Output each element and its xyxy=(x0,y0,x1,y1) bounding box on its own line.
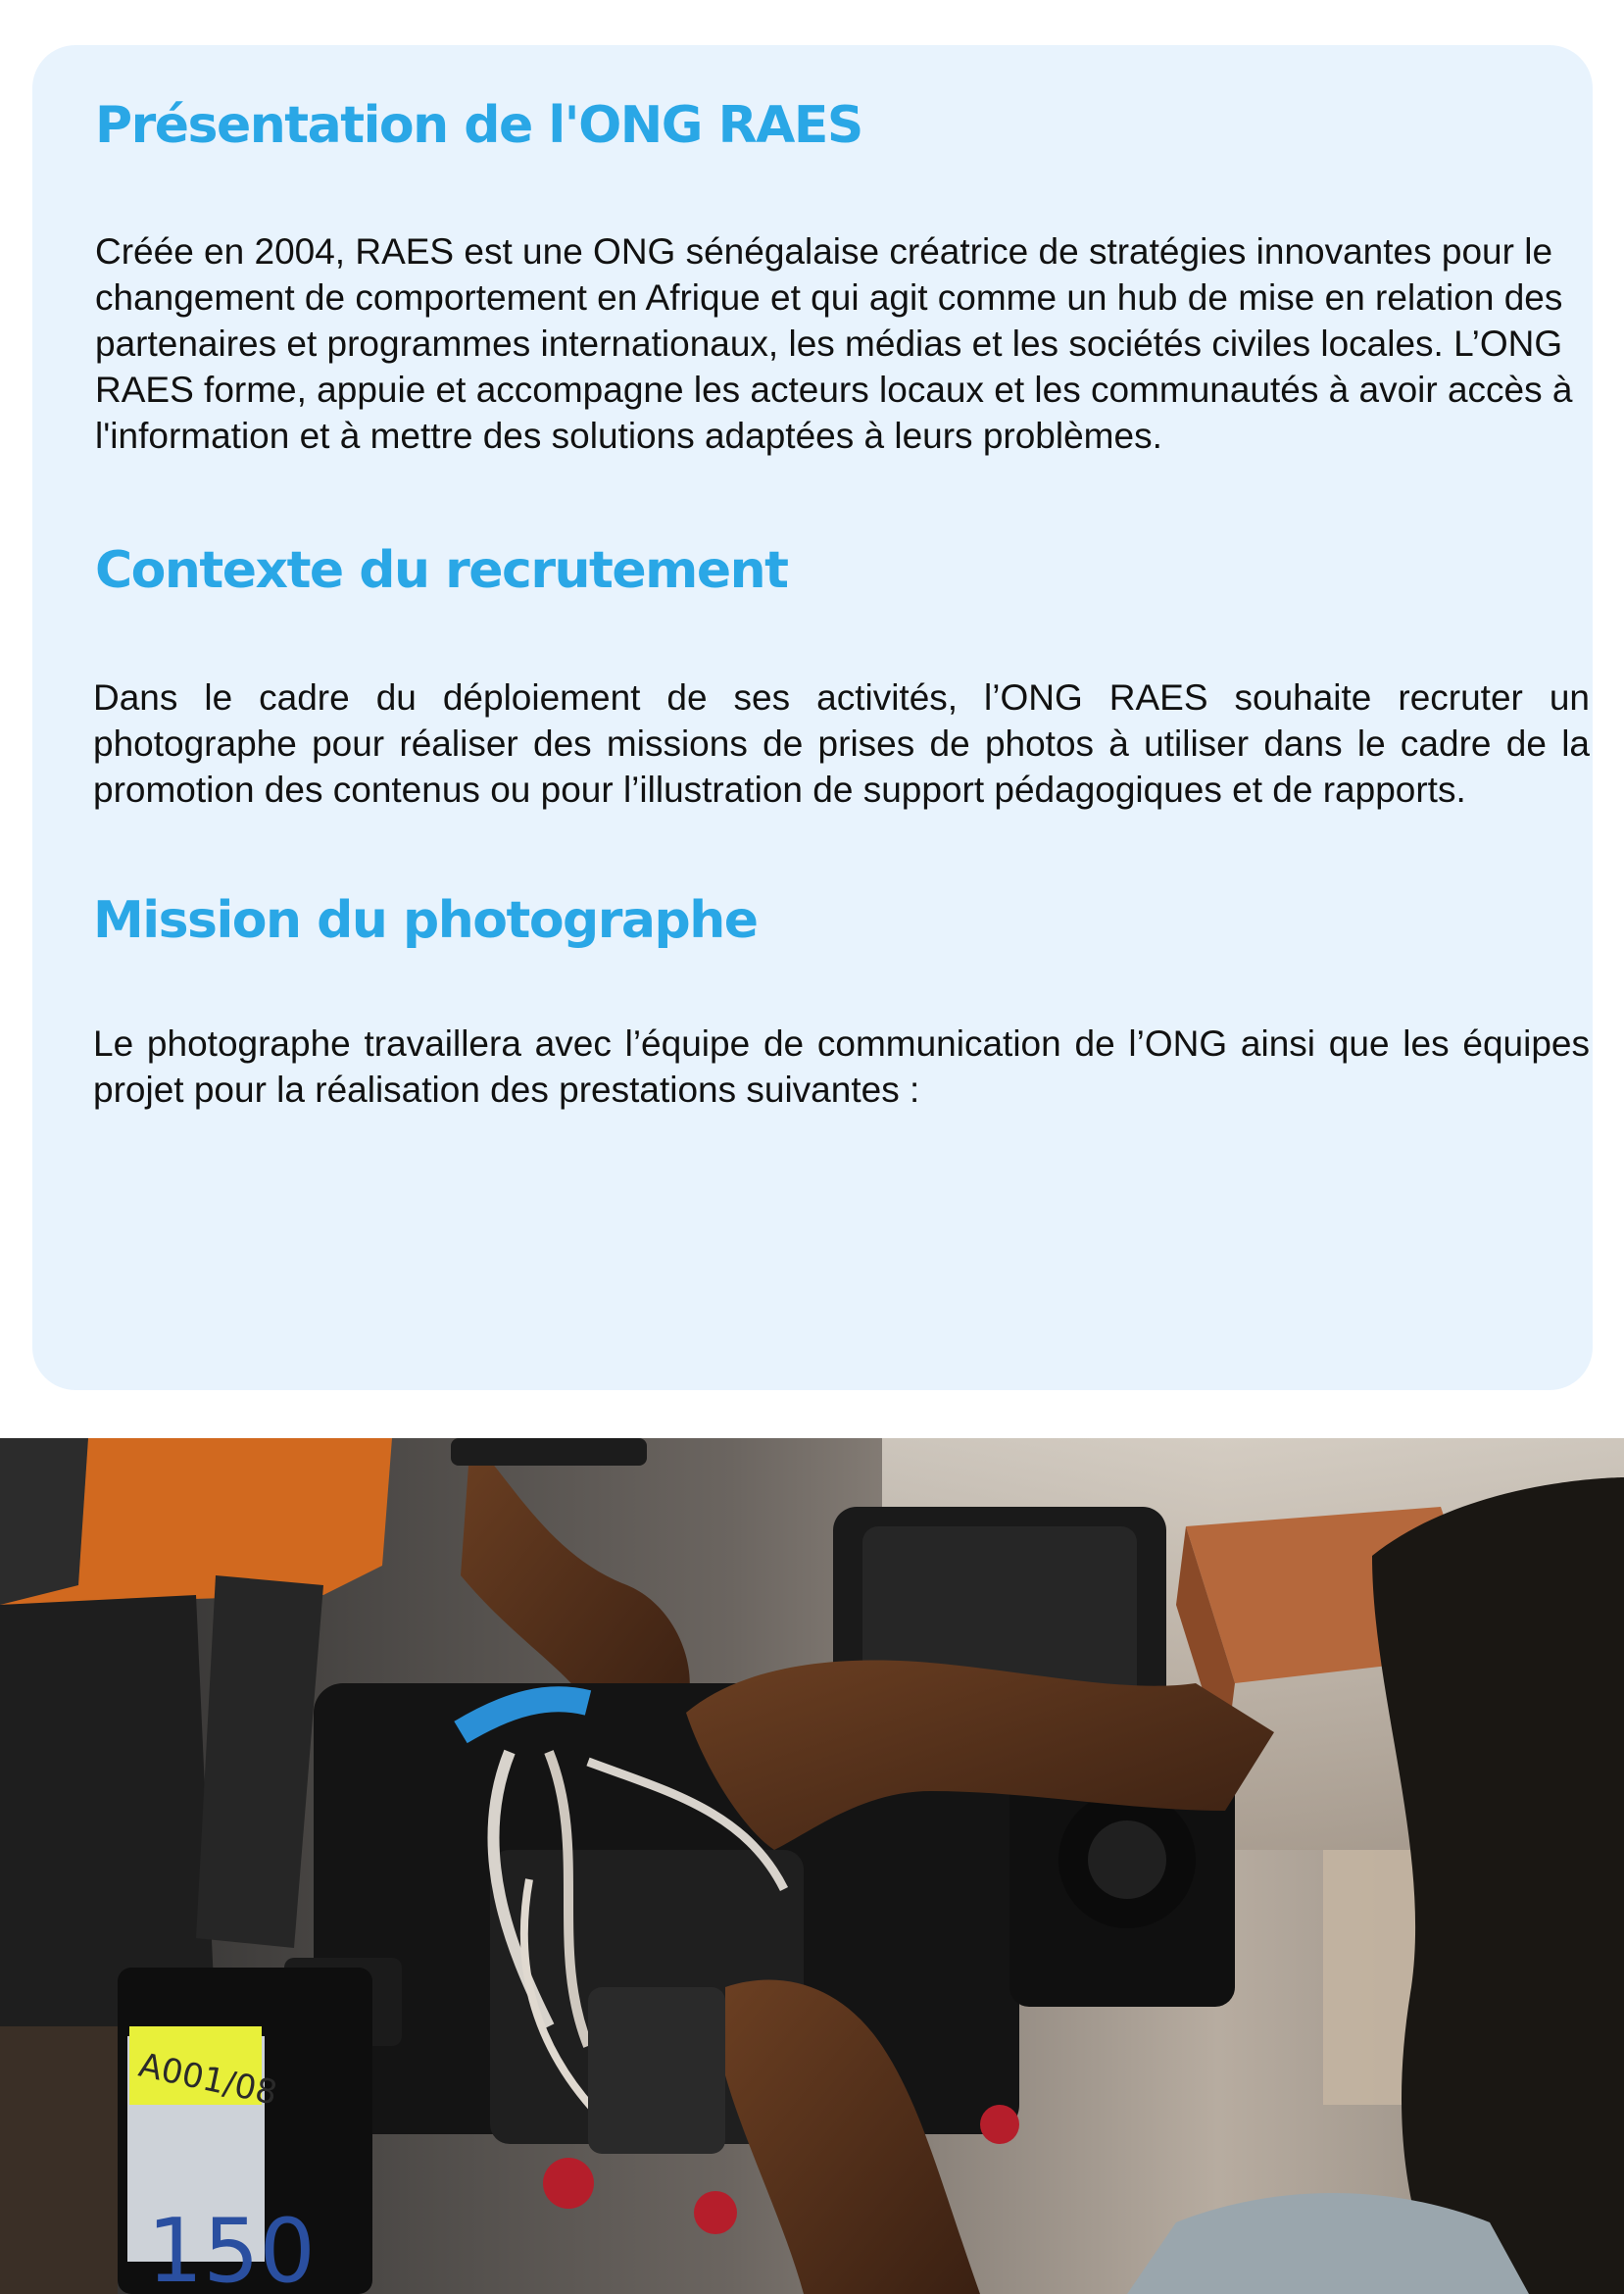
section-heading-context: Contexte du recrutement xyxy=(95,541,788,600)
camera-photo-illustration xyxy=(0,1438,1624,2294)
camera-photo xyxy=(0,1438,1624,2294)
section-body-presentation: Créée en 2004, RAES est une ONG sénégalaise créatrice de stratégies innovantes pour le changement de comportement en Afrique et qui agit comme un hub de mise en relation des partenaires et programmes internationaux, les médias et les sociétés civiles locales. L’ONG RAES forme, appuie et accompagne les acteurs locaux et les communautés à avoir accès à l'information et à mettre des solutions adaptées à leurs problèmes. xyxy=(95,231,1573,456)
section-body-mission: Le photographe travaillera avec l’équipe de communication de l’ONG ainsi que les équipes projet pour la réalisation des prestations suivantes : xyxy=(93,1023,1590,1110)
section-heading-presentation: Présentation de l'ONG RAES xyxy=(95,96,862,155)
battery-label-number: 150 xyxy=(147,2200,316,2294)
battery-label-tag: A001/08 xyxy=(135,2045,281,2114)
content-card xyxy=(32,45,1593,1390)
section-heading-mission: Mission du photographe xyxy=(93,891,758,950)
section-body-context: Dans le cadre du déploiement de ses activités, l’ONG RAES souhaite recruter un photographe pour réaliser des missions de prises de photos à utiliser dans le cadre de la promotion des contenus ou pour l’illustration de support pédagogiques et de rapports. xyxy=(93,677,1590,810)
